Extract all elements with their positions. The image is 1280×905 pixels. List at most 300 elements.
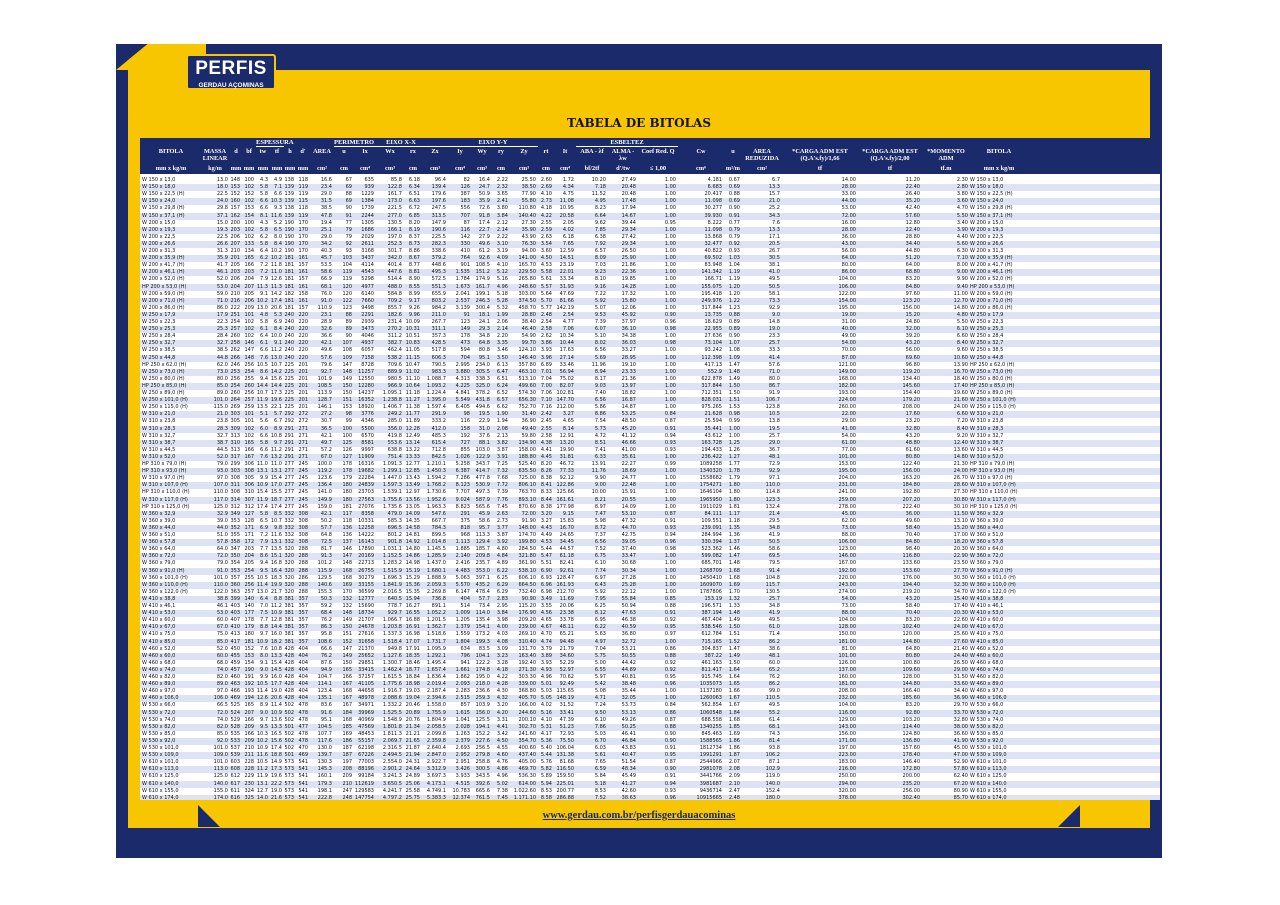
perfis-logo	[186, 54, 276, 90]
table-cell: 178	[244, 617, 254, 624]
table-cell: 4937	[361, 340, 374, 347]
table-cell: 796	[460, 652, 470, 659]
table-cell: 123	[460, 319, 470, 325]
table-cell: 58.6	[768, 546, 780, 553]
table-cell: 177	[244, 610, 254, 617]
table-cell: 4.43	[540, 524, 552, 531]
table-cell: 178.40	[902, 752, 920, 759]
table-cell: 338.6	[431, 248, 446, 254]
table-cell: 16.6	[320, 177, 332, 183]
column-header: ÁREA REDUZIDA	[745, 148, 779, 162]
table-cell: 101.00	[838, 453, 856, 460]
table-cell: 205	[230, 262, 240, 269]
table-cell: 16.0	[270, 631, 282, 638]
table-cell: 102	[244, 326, 254, 333]
table-cell: W 150 x 18,0	[142, 184, 176, 191]
table-cell: 204.00	[838, 475, 856, 482]
table-cell: 96.80	[905, 361, 920, 368]
table-cell: 27.49	[621, 177, 636, 183]
table-cell: 83.20	[905, 617, 920, 624]
table-cell: 11.098	[704, 198, 722, 205]
table-cell: 7.10	[540, 397, 552, 404]
table-cell: 1.47	[728, 553, 740, 560]
table-cell: 1.755.6	[382, 496, 402, 503]
table-cell: 13.1	[270, 468, 282, 475]
table-cell: 0.91	[664, 517, 676, 524]
table-cell: 5.84	[594, 773, 606, 780]
table-cell: 166	[244, 730, 254, 737]
table-cell: 431.8	[475, 397, 490, 404]
table-cell: 458.70	[518, 304, 536, 311]
table-cell: 5.549	[455, 397, 470, 404]
table-cell: 114.0	[475, 610, 490, 617]
table-cell: 8.20	[540, 461, 552, 467]
table-cell: 149	[460, 326, 470, 333]
table-cell: 90	[345, 333, 352, 340]
table-cell: 7.5	[260, 610, 268, 617]
table-cell: 0.90	[664, 766, 676, 773]
table-cell: 23.33	[621, 368, 636, 375]
table-cell: 4977	[361, 283, 374, 290]
table-cell: 43.90	[521, 233, 536, 240]
table-cell: 104	[342, 262, 352, 269]
table-cell: 86.7	[768, 382, 780, 389]
table-cell: 5.51	[540, 560, 552, 567]
table-cell: 4.67	[540, 624, 552, 631]
table-cell: 1.152.5	[382, 553, 402, 560]
table-cell: 2.359.8	[426, 737, 446, 744]
table-cell: 206	[230, 276, 240, 283]
table-cell: 0.88	[664, 603, 676, 609]
table-cell: 161.7	[387, 191, 402, 198]
table-cell: 818	[460, 524, 470, 531]
column-unit: cm⁴	[360, 165, 370, 172]
table-cell: 5.8	[260, 226, 268, 233]
header-group: PERIMETRO	[334, 139, 375, 146]
table-cell: W 460 x 68,0	[970, 659, 1004, 666]
table-cell: 463	[230, 681, 240, 688]
table-cell: 67.20	[953, 780, 968, 787]
table-cell: 901	[460, 262, 470, 269]
table-cell: 257	[230, 326, 240, 333]
table-cell: 0.95	[664, 674, 676, 680]
table-cell: HP 200 x 53,0 (H)	[970, 283, 1015, 290]
table-cell: 1.51	[728, 397, 740, 404]
table-cell: 17.0	[270, 482, 282, 489]
table-cell: 1.026	[455, 453, 470, 460]
table-cell: 109	[342, 354, 352, 361]
table-cell: 1.836.4	[426, 674, 446, 680]
table-cell: 129.00	[838, 716, 856, 723]
table-cell: 15.6	[270, 375, 282, 382]
table-cell: 4.89	[496, 560, 508, 567]
table-cell: 102	[244, 432, 254, 439]
table-cell: 2.13	[496, 432, 508, 439]
table-cell: 229.50	[518, 269, 536, 276]
table-cell: 36.60	[953, 730, 968, 737]
table-cell: 3.93	[540, 347, 552, 354]
table-cell: 77.33	[559, 468, 574, 475]
table-cell: 8.90	[408, 276, 420, 283]
table-row	[140, 631, 1160, 638]
table-cell: 252.3	[387, 240, 402, 247]
table-cell: 3.697.3	[426, 773, 446, 780]
table-cell: 45.9	[478, 510, 490, 517]
table-cell: 1.81	[728, 503, 740, 510]
table-cell: 1.00	[664, 304, 676, 311]
table-cell: 320.00	[838, 787, 856, 794]
table-cell: 167	[342, 702, 352, 709]
table-cell: 119	[298, 184, 308, 191]
table-cell: 21.87	[405, 745, 420, 751]
table-cell: 48.50	[621, 418, 636, 425]
table-cell: W 360 x 39,0	[142, 517, 176, 524]
table-cell: 4.32	[496, 695, 508, 702]
table-cell: 50.5	[768, 539, 780, 546]
table-cell: 76.2	[320, 617, 332, 624]
table-cell: 1.48	[728, 560, 740, 567]
table-cell: 102.81	[556, 390, 574, 396]
table-cell: 2.099.8	[426, 730, 446, 737]
table-cell: 5.32	[496, 304, 508, 311]
table-cell: 541	[298, 766, 308, 773]
table-cell: 240	[284, 340, 294, 347]
table-cell: 134.40	[902, 375, 920, 382]
table-cell: 9.23	[594, 269, 606, 276]
table-cell: 1450410	[699, 574, 722, 581]
table-cell: 375	[460, 517, 470, 524]
table-cell: 1.00	[664, 475, 676, 482]
table-cell: 2.55	[540, 219, 552, 226]
table-cell: 45.49	[621, 773, 636, 780]
table-cell: 21.0	[216, 411, 228, 418]
table-cell: 0.88	[664, 652, 676, 659]
table-cell: 34.38	[621, 333, 636, 340]
table-cell: 38.7	[216, 439, 228, 446]
table-cell: 285.0	[387, 418, 402, 425]
table-cell: 12.91	[559, 432, 574, 439]
table-cell: W 460 x 68,0	[142, 659, 176, 666]
table-cell: 181	[342, 503, 352, 510]
table-cell: 269	[230, 404, 240, 411]
table-cell: 2.952	[455, 752, 470, 759]
table-cell: 191	[244, 674, 254, 680]
table-cell: 225	[284, 404, 294, 411]
table-cell: 200.10	[518, 716, 536, 723]
table-cell: 118	[342, 517, 352, 524]
table-cell: 0.88	[728, 191, 740, 198]
table-cell: 1.127.6	[382, 652, 402, 659]
table-cell: 229	[244, 773, 254, 780]
table-cell: 122.9	[475, 453, 490, 460]
column-unit: kg/m	[208, 165, 222, 172]
table-cell: 75.0	[216, 631, 228, 638]
table-cell: W 360 x 122,0 (H)	[142, 588, 188, 595]
table-cell: 174.0	[213, 794, 228, 800]
table-cell: W 150 x 13,0	[142, 177, 176, 183]
table-cell: 382.7	[387, 340, 402, 347]
table-cell: 32.6	[320, 326, 332, 333]
table-cell: 85.70	[953, 794, 968, 800]
table-cell: 349	[230, 510, 240, 517]
table-cell: 428	[284, 645, 294, 652]
table-cell: 2.42	[540, 411, 552, 418]
table-cell: 330	[460, 240, 470, 247]
table-cell: 235.7	[475, 560, 490, 567]
table-cell: 15.5	[270, 489, 282, 496]
table-cell: 2.640.4	[426, 745, 446, 751]
table-cell: W 310 x 52,0	[142, 453, 176, 460]
table-cell: 205	[244, 560, 254, 567]
table-cell: 1.841.9	[382, 581, 402, 588]
table-cell: 17.00	[953, 532, 968, 538]
table-cell: 91.0	[216, 567, 228, 574]
table-cell: 201	[230, 255, 240, 262]
table-cell: 160.1	[317, 773, 332, 780]
table-cell: 203	[230, 269, 240, 276]
table-cell: W 460 x 52,0	[970, 645, 1004, 652]
table-cell: 26.70	[953, 475, 968, 482]
table-cell: 20.30	[953, 546, 968, 553]
table-cell: 11.0	[256, 461, 268, 467]
table-cell: 21.65	[405, 737, 420, 744]
table-cell: 199.80	[518, 539, 536, 546]
table-cell: 1.50	[728, 390, 740, 396]
table-cell: 128.47	[556, 574, 574, 581]
table-cell: W 200 x 31,3	[970, 248, 1004, 254]
table-cell: 139.7	[317, 752, 332, 759]
table-cell: 2.54	[562, 311, 574, 318]
table-cell: W 360 x 39,0	[970, 517, 1004, 524]
table-cell: 1.559	[455, 631, 470, 638]
table-cell: 378.00	[838, 794, 856, 800]
table-cell: 166	[244, 446, 254, 453]
table-cell: 272	[298, 411, 308, 418]
table-cell: 573	[284, 773, 294, 780]
table-cell: 8.4	[274, 240, 282, 247]
table-cell: 146	[244, 340, 254, 347]
table-cell: 9.62	[594, 219, 606, 226]
table-cell: 170	[342, 588, 352, 595]
table-cell: 24.00	[953, 404, 968, 411]
table-cell: 15.0	[216, 219, 228, 226]
table-row	[140, 362, 1160, 369]
table-cell: 195.0	[475, 674, 490, 680]
table-cell: 317.844	[701, 304, 722, 311]
footer-url-link[interactable]: www.gerdau.com.br/perfisgerdauacominas	[542, 810, 736, 821]
table-cell: 5.3	[274, 311, 282, 318]
table-cell: W 250 x 28,4	[970, 333, 1004, 340]
table-cell: 6.56	[594, 347, 606, 354]
table-cell: 153.00	[838, 461, 856, 467]
table-cell: 22.955	[704, 326, 722, 333]
table-cell: 306	[244, 482, 254, 489]
column-unit: mm	[284, 165, 296, 172]
table-cell: 14.8	[768, 319, 780, 325]
table-cell: 21.79	[559, 645, 574, 652]
table-row	[140, 177, 1160, 184]
table-cell: 72.00	[841, 212, 856, 219]
table-cell: 44.42	[621, 659, 636, 666]
table-cell: 61.4	[768, 716, 780, 723]
table-cell: 117.6	[317, 737, 332, 744]
table-cell: 0.98	[664, 326, 676, 333]
table-cell: 204	[230, 283, 240, 290]
table-cell: 34971	[358, 702, 374, 709]
table-cell: 1.87	[728, 752, 740, 759]
table-cell: 7.1	[274, 184, 282, 191]
table-cell: 53.00	[841, 205, 856, 212]
table-cell: 1.69	[728, 581, 740, 588]
table-cell: 1.23	[728, 304, 740, 311]
table-cell: 7.37	[594, 532, 606, 538]
table-cell: 291.9	[431, 411, 446, 418]
table-cell: 248	[342, 794, 352, 800]
table-cell: 6.22	[594, 624, 606, 631]
table-cell: 57.80	[953, 766, 968, 773]
table-row	[140, 326, 1160, 333]
table-cell: 485.3	[431, 432, 446, 439]
table-cell: 8.823	[455, 503, 470, 510]
table-cell: 10.783	[452, 787, 470, 794]
table-cell: 6.03	[594, 745, 606, 751]
table-row	[140, 411, 1160, 418]
table-cell: W 250 x 115,0 (H)	[142, 404, 188, 411]
table-cell: 91	[345, 212, 352, 219]
table-cell: 85.8	[390, 177, 402, 183]
table-cell: 26755	[358, 567, 374, 574]
table-cell: 541	[298, 787, 308, 794]
table-cell: 667.7	[431, 517, 446, 524]
table-cell: 88	[345, 311, 352, 318]
table-cell: 218.0	[475, 681, 490, 688]
table-cell: 1.00	[664, 567, 676, 574]
table-cell: 171	[244, 524, 254, 531]
table-cell: 160	[230, 198, 240, 205]
table-cell: 31.50	[953, 674, 968, 680]
table-cell: 84.80	[905, 283, 920, 290]
table-cell: 1.597.3	[382, 482, 402, 489]
table-cell: 19.6	[270, 773, 282, 780]
table-cell: 303.00	[518, 290, 536, 297]
table-cell: 1.888.9	[426, 574, 446, 581]
table-cell: 291	[284, 425, 294, 432]
table-cell: 11.8	[270, 262, 282, 269]
table-cell: 1.066.7	[382, 617, 402, 624]
table-cell: 87.6	[320, 659, 332, 666]
table-cell: 40969	[358, 716, 374, 723]
table-cell: 68.4	[320, 610, 332, 617]
table-cell: 1.447.0	[382, 475, 402, 482]
table-cell: 211.0	[431, 311, 446, 318]
table-cell: 502	[284, 702, 294, 709]
table-cell: 28.95	[621, 354, 636, 361]
table-cell: 146.00	[838, 553, 856, 560]
table-cell: 528	[230, 723, 240, 730]
table-cell: 0.95	[664, 219, 676, 226]
table-cell: 3473	[361, 326, 374, 333]
table-cell: 2.58	[540, 326, 552, 333]
table-cell: W 410 x 67,0	[142, 624, 176, 631]
table-cell: 4.70	[540, 631, 552, 638]
table-cell: 225	[284, 390, 294, 396]
table-row	[140, 489, 1160, 496]
table-cell: 272	[298, 418, 308, 425]
table-cell: 635	[364, 177, 374, 183]
table-cell: 161	[298, 255, 308, 262]
table-cell: 19.5	[478, 411, 490, 418]
table-cell: 357	[298, 631, 308, 638]
table-cell: 0.93	[664, 787, 676, 794]
table-cell: 313	[230, 432, 240, 439]
table-cell: 1.885	[455, 546, 470, 553]
table-row	[140, 702, 1160, 709]
table-cell: 11.69	[559, 595, 574, 602]
table-cell: 131.38	[556, 752, 574, 759]
table-cell: 1.00	[728, 425, 740, 432]
table-cell: 19.10	[621, 361, 636, 368]
table-cell: 246.3	[475, 297, 490, 304]
table-cell: 91.3	[320, 553, 332, 560]
table-cell: 634	[460, 645, 470, 652]
table-cell: 294.00	[838, 780, 856, 787]
table-cell: 1.963.3	[426, 503, 446, 510]
table-cell: 43.20	[905, 595, 920, 602]
table-cell: W 360 x 79,0	[142, 560, 176, 567]
table-cell: 447.6	[387, 269, 402, 276]
table-cell: 16.70	[953, 368, 968, 375]
table-cell: 5.8	[260, 439, 268, 446]
table-cell: 82.41	[559, 560, 574, 567]
table-cell: 173.0	[387, 198, 402, 205]
table-cell: 76.2	[320, 652, 332, 659]
table-cell: 4.41	[540, 446, 552, 453]
table-cell: W 310 x 117,0 (H)	[142, 496, 188, 503]
table-cell: 495.3	[431, 269, 446, 276]
table-cell: 220	[298, 326, 308, 333]
table-cell: 180.0	[765, 794, 780, 800]
table-cell: 58.6	[478, 517, 490, 524]
table-cell: 2.379	[455, 737, 470, 744]
table-cell: 92.6	[478, 255, 490, 262]
table-cell: 161	[298, 283, 308, 290]
table-cell: 79.0	[216, 560, 228, 567]
table-cell: 357	[298, 610, 308, 617]
table-cell: 137.00	[838, 666, 856, 673]
table-cell: 501	[284, 752, 294, 759]
table-cell: 536.30	[518, 773, 536, 780]
table-cell: 6.2	[260, 233, 268, 240]
table-cell: 9.3	[274, 205, 282, 212]
table-row	[140, 305, 1160, 312]
table-cell: 1.00	[664, 255, 676, 262]
table-cell: 239.091	[701, 524, 722, 531]
table-cell: 14.9	[270, 759, 282, 766]
table-cell: 13.05	[405, 503, 420, 510]
table-cell: 608	[230, 766, 240, 773]
table-cell: 7.03	[594, 262, 606, 269]
table-cell: 220	[298, 333, 308, 340]
table-cell: 24.65	[559, 532, 574, 538]
table-cell: 181	[284, 269, 294, 276]
table-cell: 949.8	[387, 645, 402, 652]
table-cell: 254	[244, 567, 254, 574]
table-cell: 0.96	[664, 681, 676, 688]
table-cell: 635.50	[518, 468, 536, 475]
table-row	[140, 781, 1160, 788]
table-cell: 6.55	[594, 666, 606, 673]
table-cell: 1.80	[728, 496, 740, 503]
